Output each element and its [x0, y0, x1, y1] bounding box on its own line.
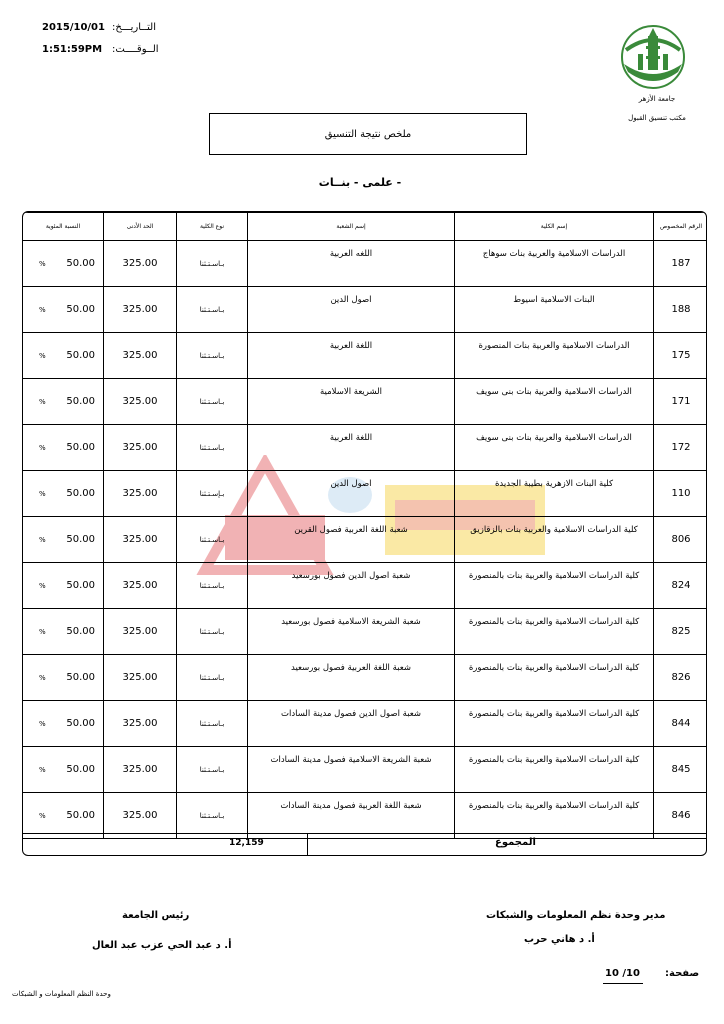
office-name: مكتب تنسيق القبول	[628, 114, 686, 122]
table-row	[23, 563, 708, 609]
college-type-cell: بـاسـتـثنا	[177, 241, 248, 287]
percent-sign: %	[39, 397, 46, 406]
table-row	[23, 655, 708, 701]
table-row	[23, 747, 708, 793]
code-cell: 846	[654, 793, 708, 839]
col-header-branch: إسم الشعبة	[248, 213, 455, 241]
code-cell: 188	[654, 287, 708, 333]
percent-sign: %	[39, 535, 46, 544]
al-azhar-logo	[618, 22, 688, 92]
min-grade-cell: 325.00	[104, 563, 177, 609]
percent-sign: %	[39, 765, 46, 774]
branch-cell: الشريعة الاسلامية	[248, 379, 455, 425]
table-row	[23, 241, 708, 287]
percentage-value: 50.00	[66, 810, 95, 821]
min-grade-cell: 325.00	[104, 425, 177, 471]
director-title: مدير وحدة نظم المعلومات والشبكات	[486, 910, 666, 921]
footer-unit-name: وحدة النظم المعلومات و الشبكات	[12, 990, 111, 998]
code-cell: 826	[654, 655, 708, 701]
min-grade-cell: 325.00	[104, 333, 177, 379]
percent-sign: %	[39, 443, 46, 452]
total-value: 12,159	[229, 838, 264, 848]
col-header-college-type: نوع الكلية	[177, 213, 248, 241]
college-type-cell: بـاسـتـثنا	[177, 425, 248, 471]
code-cell: 175	[654, 333, 708, 379]
percentage-value: 50.00	[66, 258, 95, 269]
percent-sign: %	[39, 719, 46, 728]
branch-cell: اللغة العربية	[248, 333, 455, 379]
percentage-value: 50.00	[66, 626, 95, 637]
percentage-value: 50.00	[66, 764, 95, 775]
percent-sign: %	[39, 811, 46, 820]
results-table-frame	[22, 211, 707, 856]
total-separator	[307, 833, 308, 856]
col-header-code: الرقم المخصوص	[654, 213, 708, 241]
code-cell: 825	[654, 609, 708, 655]
min-grade-cell: 325.00	[104, 609, 177, 655]
percentage-value: 50.00	[66, 580, 95, 591]
total-divider	[23, 833, 707, 834]
report-subtitle: - علمى - بنــات	[318, 176, 402, 189]
percent-sign: %	[39, 581, 46, 590]
table-row	[23, 609, 708, 655]
page-underline	[603, 983, 643, 984]
code-cell: 824	[654, 563, 708, 609]
table-row	[23, 379, 708, 425]
president-name: أ. د عبد الحي عزب عبد العال	[92, 940, 232, 951]
table-row	[23, 793, 708, 839]
college-type-cell: بـاسـتـثنا	[177, 287, 248, 333]
college-type-cell: بـاسـتـثنا	[177, 333, 248, 379]
code-cell: 172	[654, 425, 708, 471]
branch-cell: شعبة الشريعة الاسلامية فصول بورسعيد	[248, 609, 455, 655]
report-title-box	[209, 113, 527, 155]
branch-cell: اصول الدين	[248, 287, 455, 333]
percent-sign: %	[39, 351, 46, 360]
university-name: جامعة الأزهر	[638, 95, 676, 103]
percentage-value: 50.00	[66, 396, 95, 407]
col-header-college: إسم الكلية	[455, 213, 654, 241]
table-row	[23, 425, 708, 471]
total-label: المجموع	[495, 837, 536, 848]
branch-cell: شعبة الشريعة الاسلامية فصول مدينة السادات	[248, 747, 455, 793]
college-type-cell: بـاسـتـثنا	[177, 517, 248, 563]
min-grade-cell: 325.00	[104, 471, 177, 517]
college-type-cell: بـإسـتـثنا	[177, 471, 248, 517]
min-grade-cell: 325.00	[104, 793, 177, 839]
college-type-cell: بـاسـتـثنا	[177, 793, 248, 839]
time-label: الــوقــــت:	[112, 44, 159, 55]
min-grade-cell: 325.00	[104, 701, 177, 747]
branch-cell: شعبة اللغة العربية فصول القرين	[248, 517, 455, 563]
college-type-cell: بـاسـتـثنا	[177, 609, 248, 655]
college-cell: كلية الدراسات الاسلامية والعربية بنات بالمنصورة	[455, 655, 654, 701]
percent-sign: %	[39, 305, 46, 314]
code-cell: 187	[654, 241, 708, 287]
college-cell: البنات الاسلامية اسيوط	[455, 287, 654, 333]
percentage-value: 50.00	[66, 350, 95, 361]
college-cell: كلية الدراسات الاسلامية والعربية بنات بالمنصورة	[455, 793, 654, 839]
table-row	[23, 517, 708, 563]
percentage-value: 50.00	[66, 488, 95, 499]
min-grade-cell: 325.00	[104, 241, 177, 287]
percentage-value: 50.00	[66, 534, 95, 545]
college-type-cell: بـاسـتـثنا	[177, 655, 248, 701]
min-grade-cell: 325.00	[104, 517, 177, 563]
table-row	[23, 701, 708, 747]
college-cell: كلية الدراسات الاسلامية والعربية بنات بالمنصورة	[455, 747, 654, 793]
branch-cell: شعبة اللغة العربية فصول مدينة السادات	[248, 793, 455, 839]
college-type-cell: بـاسـتـثنا	[177, 563, 248, 609]
branch-cell: اصول الدين	[248, 471, 455, 517]
percent-sign: %	[39, 489, 46, 498]
table-row	[23, 287, 708, 333]
college-cell: الدراسات الاسلامية والعربية بنات سوهاج	[455, 241, 654, 287]
percentage-value: 50.00	[66, 672, 95, 683]
college-cell: الدراسات الاسلامية والعربية بنات بنى سويف	[455, 425, 654, 471]
branch-cell: اللغه العربية	[248, 241, 455, 287]
percentage-value: 50.00	[66, 304, 95, 315]
percent-sign: %	[39, 627, 46, 636]
page-label: صفحة:	[665, 968, 700, 979]
college-type-cell: بـاسـتـثنا	[177, 747, 248, 793]
results-table	[22, 212, 707, 839]
percent-sign: %	[39, 259, 46, 268]
code-cell: 845	[654, 747, 708, 793]
branch-cell: اللغة العربية	[248, 425, 455, 471]
date-value: 2015/10/01	[42, 22, 105, 33]
date-label: التــاريـــخ:	[112, 22, 156, 33]
code-cell: 806	[654, 517, 708, 563]
col-header-min-grade: الحد الأدنى	[104, 213, 177, 241]
col-header-percentage: النسبة المئوية	[23, 213, 104, 241]
table-header-row	[23, 213, 708, 241]
college-cell: كلية الدراسات الاسلامية والعربية بنات بالمنصورة	[455, 701, 654, 747]
percent-sign: %	[39, 673, 46, 682]
min-grade-cell: 325.00	[104, 379, 177, 425]
time-value: 1:51:59PM	[42, 44, 103, 55]
college-cell: الدراسات الاسلامية والعربية بنات المنصورة	[455, 333, 654, 379]
college-cell: كلية الدراسات الاسلامية والعربية بنات بالمنصورة	[455, 609, 654, 655]
president-title: رئيس الجامعة	[122, 910, 190, 921]
code-cell: 844	[654, 701, 708, 747]
min-grade-cell: 325.00	[104, 287, 177, 333]
page-number: 10 /10	[605, 968, 640, 979]
min-grade-cell: 325.00	[104, 747, 177, 793]
table-row	[23, 333, 708, 379]
college-cell: كلية البنات الازهرية بطيبة الجديدة	[455, 471, 654, 517]
code-cell: 171	[654, 379, 708, 425]
college-type-cell: بـاسـتـثنا	[177, 701, 248, 747]
college-cell: كلية الدراسات الاسلامية والعربية بنات بالزقازيق	[455, 517, 654, 563]
college-cell: الدراسات الاسلامية والعربية بنات بنى سويف	[455, 379, 654, 425]
min-grade-cell: 325.00	[104, 655, 177, 701]
college-type-cell: بـاسـتـثنا	[177, 379, 248, 425]
report-title: ملخص نتيجة التنسيق	[324, 128, 412, 140]
branch-cell: شعبة اللغة العربية فصول بورسعيد	[248, 655, 455, 701]
percentage-value: 50.00	[66, 718, 95, 729]
code-cell: 110	[654, 471, 708, 517]
percentage-value: 50.00	[66, 442, 95, 453]
director-name: أ. د هاني حرب	[524, 934, 595, 945]
branch-cell: شعبة اصول الدين فصول مدينة السادات	[248, 701, 455, 747]
branch-cell: شعبة اصول الدين فصول بورسعيد	[248, 563, 455, 609]
table-row	[23, 471, 708, 517]
college-cell: كلية الدراسات الاسلامية والعربية بنات بالمنصورة	[455, 563, 654, 609]
